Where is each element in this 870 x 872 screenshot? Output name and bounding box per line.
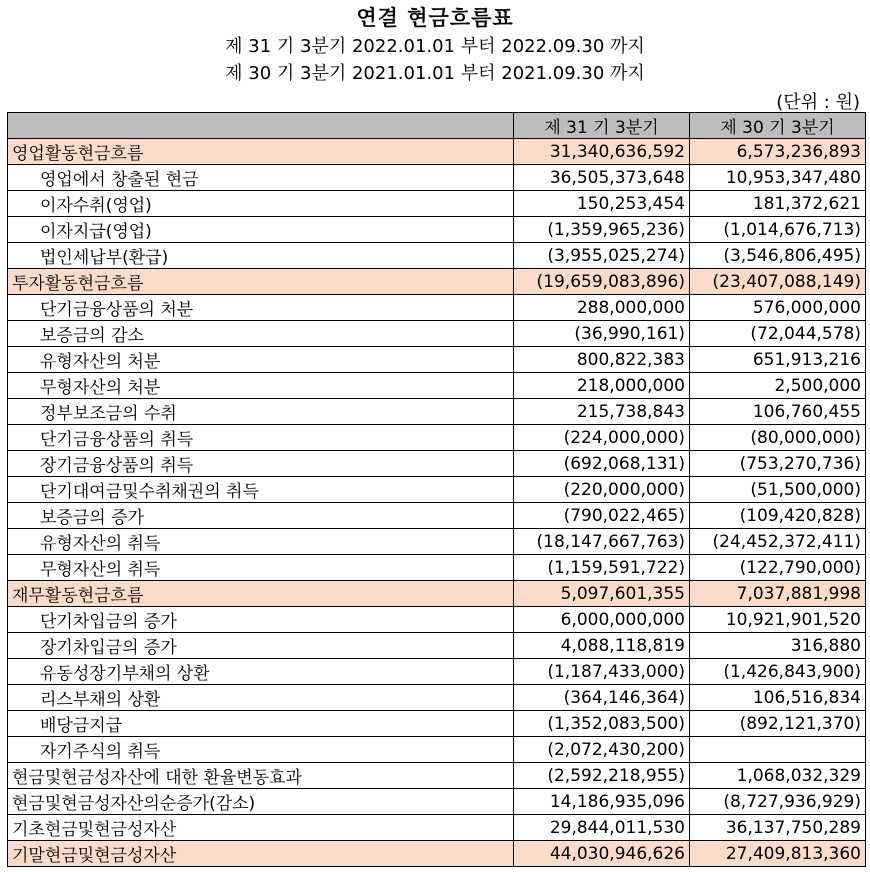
table-row [8, 607, 866, 633]
value-prior: (24,452,372,411) [690, 529, 866, 555]
table-row [8, 373, 866, 399]
value-prior: 2,500,000 [690, 373, 866, 399]
value-current: 288,000,000 [514, 295, 690, 321]
row-label: 단기대여금및수취채권의 취득 [8, 477, 514, 503]
row-label: 법인세납부(환급) [8, 243, 514, 269]
table-row [8, 763, 866, 789]
row-label: 정부보조금의 수취 [8, 399, 514, 425]
table-row [8, 217, 866, 243]
row-label: 현금및현금성자산의순증가(감소) [8, 789, 514, 815]
row-label: 장기차입금의 증가 [8, 633, 514, 659]
row-label: 기말현금및현금성자산 [8, 841, 514, 867]
table-row [8, 789, 866, 815]
row-label: 이자수취(영업) [8, 191, 514, 217]
value-prior: (1,426,843,900) [690, 659, 866, 685]
value-current: (19,659,083,896) [514, 269, 690, 295]
row-label: 영업활동현금흐름 [8, 139, 514, 165]
row-label: 장기금융상품의 취득 [8, 451, 514, 477]
value-current: (36,990,161) [514, 321, 690, 347]
value-prior: 10,921,901,520 [690, 607, 866, 633]
value-current: 215,738,843 [514, 399, 690, 425]
table-row [8, 711, 866, 737]
value-prior: (51,500,000) [690, 477, 866, 503]
row-label: 자기주식의 취득 [8, 737, 514, 763]
table-row [8, 581, 866, 607]
value-current: 800,822,383 [514, 347, 690, 373]
row-label: 보증금의 증가 [8, 503, 514, 529]
column-header-current: 제 31 기 3분기 [514, 113, 690, 139]
value-current: (790,022,465) [514, 503, 690, 529]
value-current: (220,000,000) [514, 477, 690, 503]
value-current: 6,000,000,000 [514, 607, 690, 633]
table-row [8, 165, 866, 191]
period-current: 제 31 기 3분기 2022.01.01 부터 2022.09.30 까지 [225, 36, 645, 57]
table-row [8, 555, 866, 581]
value-current: (692,068,131) [514, 451, 690, 477]
value-prior: 10,953,347,480 [690, 165, 866, 191]
value-prior: (8,727,936,929) [690, 789, 866, 815]
table-row [8, 659, 866, 685]
value-current: (2,592,218,955) [514, 763, 690, 789]
table-row [8, 841, 866, 867]
column-header-item [8, 113, 514, 139]
cash-flow-table [7, 112, 866, 867]
table-row [8, 451, 866, 477]
value-prior: (23,407,088,149) [690, 269, 866, 295]
row-label: 리스부채의 상환 [8, 685, 514, 711]
value-current: 5,097,601,355 [514, 581, 690, 607]
unit-label: (단위 : 원) [776, 92, 860, 113]
row-label: 단기금융상품의 취득 [8, 425, 514, 451]
row-label: 영업에서 창출된 현금 [8, 165, 514, 191]
value-prior: (892,121,370) [690, 711, 866, 737]
value-current: 36,505,373,648 [514, 165, 690, 191]
row-label: 무형자산의 취득 [8, 555, 514, 581]
value-current: (18,147,667,763) [514, 529, 690, 555]
table-row [8, 191, 866, 217]
row-label: 보증금의 감소 [8, 321, 514, 347]
value-prior: 651,913,216 [690, 347, 866, 373]
row-label: 투자활동현금흐름 [8, 269, 514, 295]
table-row [8, 295, 866, 321]
value-current: (1,359,965,236) [514, 217, 690, 243]
value-current: (1,187,433,000) [514, 659, 690, 685]
row-label: 배당금지급 [8, 711, 514, 737]
row-label: 유동성장기부채의 상환 [8, 659, 514, 685]
value-current: (224,000,000) [514, 425, 690, 451]
table-header-row [8, 113, 866, 139]
row-label: 기초현금및현금성자산 [8, 815, 514, 841]
value-prior: (122,790,000) [690, 555, 866, 581]
row-label: 무형자산의 처분 [8, 373, 514, 399]
value-current: 150,253,454 [514, 191, 690, 217]
table-row [8, 477, 866, 503]
value-prior: 27,409,813,360 [690, 841, 866, 867]
value-prior [690, 737, 866, 763]
table-row [8, 503, 866, 529]
value-prior: 181,372,621 [690, 191, 866, 217]
table-row [8, 425, 866, 451]
value-prior: 36,137,750,289 [690, 815, 866, 841]
table-row [8, 737, 866, 763]
value-prior: 106,516,834 [690, 685, 866, 711]
value-current: (2,072,430,200) [514, 737, 690, 763]
value-current: 29,844,011,530 [514, 815, 690, 841]
value-prior: (3,546,806,495) [690, 243, 866, 269]
table-row [8, 633, 866, 659]
value-prior: (109,420,828) [690, 503, 866, 529]
value-current: 31,340,636,592 [514, 139, 690, 165]
row-label: 단기차입금의 증가 [8, 607, 514, 633]
table-row [8, 321, 866, 347]
table-row [8, 685, 866, 711]
value-prior: 1,068,032,329 [690, 763, 866, 789]
value-current: (3,955,025,274) [514, 243, 690, 269]
value-prior: 6,573,236,893 [690, 139, 866, 165]
value-prior: (72,044,578) [690, 321, 866, 347]
table-row [8, 815, 866, 841]
row-label: 재무활동현금흐름 [8, 581, 514, 607]
table-row [8, 269, 866, 295]
value-current: 218,000,000 [514, 373, 690, 399]
column-header-prior: 제 30 기 3분기 [690, 113, 866, 139]
table-row [8, 399, 866, 425]
table-row [8, 529, 866, 555]
table-row [8, 139, 866, 165]
table-row [8, 243, 866, 269]
value-prior: 7,037,881,998 [690, 581, 866, 607]
value-prior: 316,880 [690, 633, 866, 659]
value-prior: 106,760,455 [690, 399, 866, 425]
row-label: 유형자산의 처분 [8, 347, 514, 373]
value-prior: (1,014,676,713) [690, 217, 866, 243]
value-current: (364,146,364) [514, 685, 690, 711]
row-label: 이자지급(영업) [8, 217, 514, 243]
period-prior: 제 30 기 3분기 2021.01.01 부터 2021.09.30 까지 [225, 63, 645, 84]
value-prior: 576,000,000 [690, 295, 866, 321]
value-current: (1,159,591,722) [514, 555, 690, 581]
value-current: 4,088,118,819 [514, 633, 690, 659]
row-label: 단기금융상품의 처분 [8, 295, 514, 321]
row-label: 현금및현금성자산에 대한 환율변동효과 [8, 763, 514, 789]
statement-title: 연결 현금흐름표 [356, 6, 514, 30]
value-current: (1,352,083,500) [514, 711, 690, 737]
value-prior: (80,000,000) [690, 425, 866, 451]
value-current: 14,186,935,096 [514, 789, 690, 815]
table-row [8, 347, 866, 373]
value-current: 44,030,946,626 [514, 841, 690, 867]
value-prior: (753,270,736) [690, 451, 866, 477]
row-label: 유형자산의 취득 [8, 529, 514, 555]
